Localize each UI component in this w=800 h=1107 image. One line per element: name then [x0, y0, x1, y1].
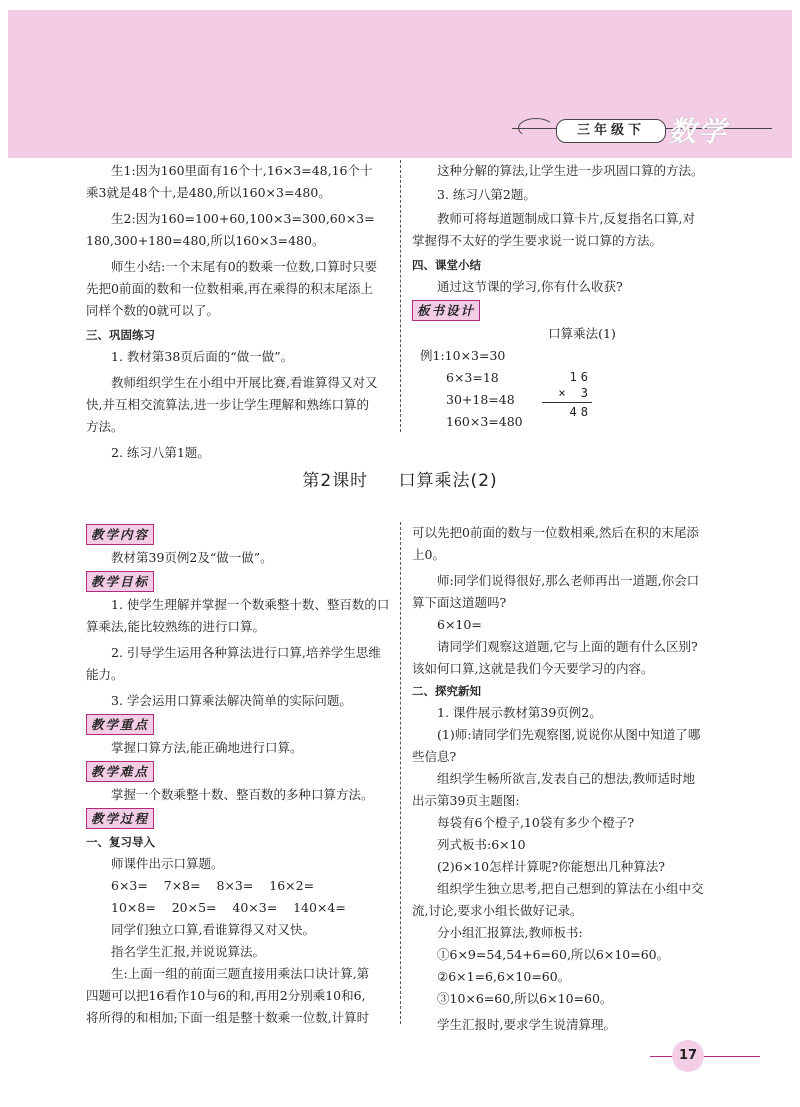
- vertical-result: 48: [569, 405, 592, 419]
- paragraph: 生1:因为160里面有16个十,16×3=48,16个十: [111, 163, 373, 178]
- board-title: 口算乘法(1): [548, 326, 616, 341]
- paragraph: 通过这节课的学习,你有什么收获?: [437, 279, 623, 294]
- paragraph: 流,讨论,要求小组长做好记录。: [412, 903, 583, 918]
- section-heading: 一、复习导入: [86, 835, 155, 849]
- paragraph: 可以先把0前面的数与一位数相乘,然后在积的末尾添: [412, 525, 699, 540]
- board-content: [412, 345, 718, 433]
- bottom-right-column: [412, 522, 718, 1036]
- paragraph: ③10×6=60,所以6×10=60。: [437, 991, 613, 1006]
- paragraph: 师:同学们说得很好,那么老师再出一道题,你会口: [437, 573, 700, 588]
- board-design-label: 板书设计: [412, 300, 480, 321]
- paragraph: 教师可将每道题制成口算卡片,反复指名口算,对: [437, 211, 695, 226]
- paragraph: 2. 练习八第1题。: [111, 445, 210, 460]
- bottom-left-column: [86, 522, 392, 1029]
- paragraph: ①6×9=54,54+6=60,所以6×10=60。: [437, 947, 670, 962]
- paragraph: 算乘法,能比较熟练的进行口算。: [86, 619, 265, 634]
- paragraph: 请同学们观察这道题,它与上面的题有什么区别?: [437, 639, 698, 654]
- board-line: 6×3=18: [446, 370, 499, 385]
- paragraph: 教材第39页例2及“做一做”。: [111, 550, 273, 565]
- paragraph: 同样个数的0就可以了。: [86, 303, 219, 318]
- paragraph: 1. 教材第38页后面的“做一做”。: [111, 349, 294, 364]
- paragraph: 同学们独立口算,看谁算得又对又快。: [111, 922, 315, 937]
- top-right-column: [412, 160, 718, 433]
- paragraph: 掌握得不太好的学生要求说一说口算的方法。: [412, 233, 663, 248]
- lesson-title: [0, 466, 800, 491]
- board-line: 160×3=480: [446, 414, 523, 429]
- paragraph: 6×10=: [437, 617, 482, 632]
- paragraph: (2)6×10怎样计算呢?你能想出几种算法?: [437, 859, 665, 874]
- vertical-multiplier: × 3: [558, 386, 592, 400]
- paragraph: 先把0前面的数和一位数相乘,再在乘得的积末尾添上: [86, 281, 373, 296]
- paragraph: 上0。: [412, 547, 445, 562]
- paragraph: 出示第39页主题图:: [412, 793, 520, 808]
- paragraph: 指名学生汇报,并说说算法。: [111, 944, 265, 959]
- subject-title: 数学: [668, 115, 729, 148]
- teaching-goals-label: 教学目标: [86, 571, 154, 592]
- paragraph: 生:上面一组的前面三题直接用乘法口诀计算,第: [111, 966, 370, 981]
- paragraph: ②6×1=6,6×10=60。: [437, 969, 571, 984]
- teaching-difficulty-label: 教学难点: [86, 761, 154, 782]
- column-divider: [400, 522, 401, 1024]
- paragraph: 该如何口算,这就是我们今天要学习的内容。: [412, 661, 654, 676]
- lesson-number: 第2课时: [302, 471, 369, 491]
- grade-badge: 三年级下: [556, 119, 666, 143]
- vertical-multiplication: [542, 369, 592, 420]
- paragraph: 3. 学会运用口算乘法解决简单的实际问题。: [111, 693, 352, 708]
- paragraph: 些信息?: [412, 749, 457, 764]
- paragraph: 快,并互相交流算法,进一步让学生理解和熟练口算的: [86, 397, 369, 412]
- vertical-top: 16: [569, 370, 592, 384]
- column-divider: [400, 160, 401, 432]
- board-line: 例1:10×3=30: [420, 348, 506, 363]
- paragraph: 分小组汇报算法,教师板书:: [437, 925, 583, 940]
- paragraph: 这种分解的算法,让学生进一步巩固口算的方法。: [437, 163, 704, 178]
- paragraph: 1. 使学生理解并掌握一个数乘整十数、整百数的口: [111, 597, 390, 612]
- paragraph: 2. 引导学生运用各种算法进行口算,培养学生思维: [111, 645, 381, 660]
- paragraph: 师生小结:一个末尾有0的数乘一位数,口算时只要: [111, 259, 378, 274]
- paragraph: 1. 课件展示教材第39页例2。: [437, 705, 602, 720]
- paragraph: 教师组织学生在小组中开展比赛,看谁算得又对又: [111, 375, 378, 390]
- top-left-column: [86, 160, 392, 464]
- paragraph: 组织学生畅所欲言,发表自己的想法,教师适时地: [437, 771, 695, 786]
- section-heading: 四、课堂小结: [412, 258, 481, 272]
- paragraph: 师课件出示口算题。: [111, 856, 224, 871]
- paragraph: 四题可以把16看作10与6的和,再用2分别乘10和6,: [86, 988, 366, 1003]
- paragraph: 算下面这道题吗?: [412, 595, 507, 610]
- paragraph: 生2:因为160=100+60,100×3=300,60×3=: [111, 211, 375, 226]
- paragraph: 将所得的和相加;下面一组是整十数乘一位数,计算时: [86, 1010, 370, 1025]
- oral-calc-row: 10×8= 20×5= 40×3= 140×4=: [111, 900, 346, 915]
- paragraph: 组织学生独立思考,把自己想到的算法在小组中交: [437, 881, 704, 896]
- paragraph: 列式板书:6×10: [437, 837, 526, 852]
- oral-calc-row: 6×3= 7×8= 8×3= 16×2=: [111, 878, 315, 893]
- paragraph: 3. 练习八第2题。: [437, 187, 536, 202]
- lesson-name: 口算乘法(2): [398, 471, 498, 491]
- board-line: 30+18=48: [446, 392, 515, 407]
- paragraph: 方法。: [86, 419, 124, 434]
- vertical-rule: [542, 402, 592, 403]
- section-heading: 三、巩固练习: [86, 328, 155, 342]
- teaching-key-label: 教学重点: [86, 714, 154, 735]
- page-number-rule: [650, 1056, 760, 1057]
- paragraph: 180,300+180=480,所以160×3=480。: [86, 233, 325, 248]
- teaching-process-label: 教学过程: [86, 808, 154, 829]
- paragraph: 乘3就是48个十,是480,所以160×3=480。: [86, 185, 331, 200]
- teaching-content-label: 教学内容: [86, 524, 154, 545]
- page-number: 17: [672, 1040, 704, 1072]
- section-heading: 二、探究新知: [412, 684, 481, 698]
- paragraph: 掌握口算方法,能正确地进行口算。: [111, 740, 303, 755]
- paragraph: 掌握一个数乘整十数、整百数的多种口算方法。: [111, 787, 374, 802]
- paragraph: (1)师:请同学们先观察图,说说你从图中知道了哪: [437, 727, 701, 742]
- paragraph: 能力。: [86, 667, 124, 682]
- paragraph: 每袋有6个橙子,10袋有多少个橙子?: [437, 815, 635, 830]
- paragraph: 学生汇报时,要求学生说清算理。: [437, 1017, 616, 1032]
